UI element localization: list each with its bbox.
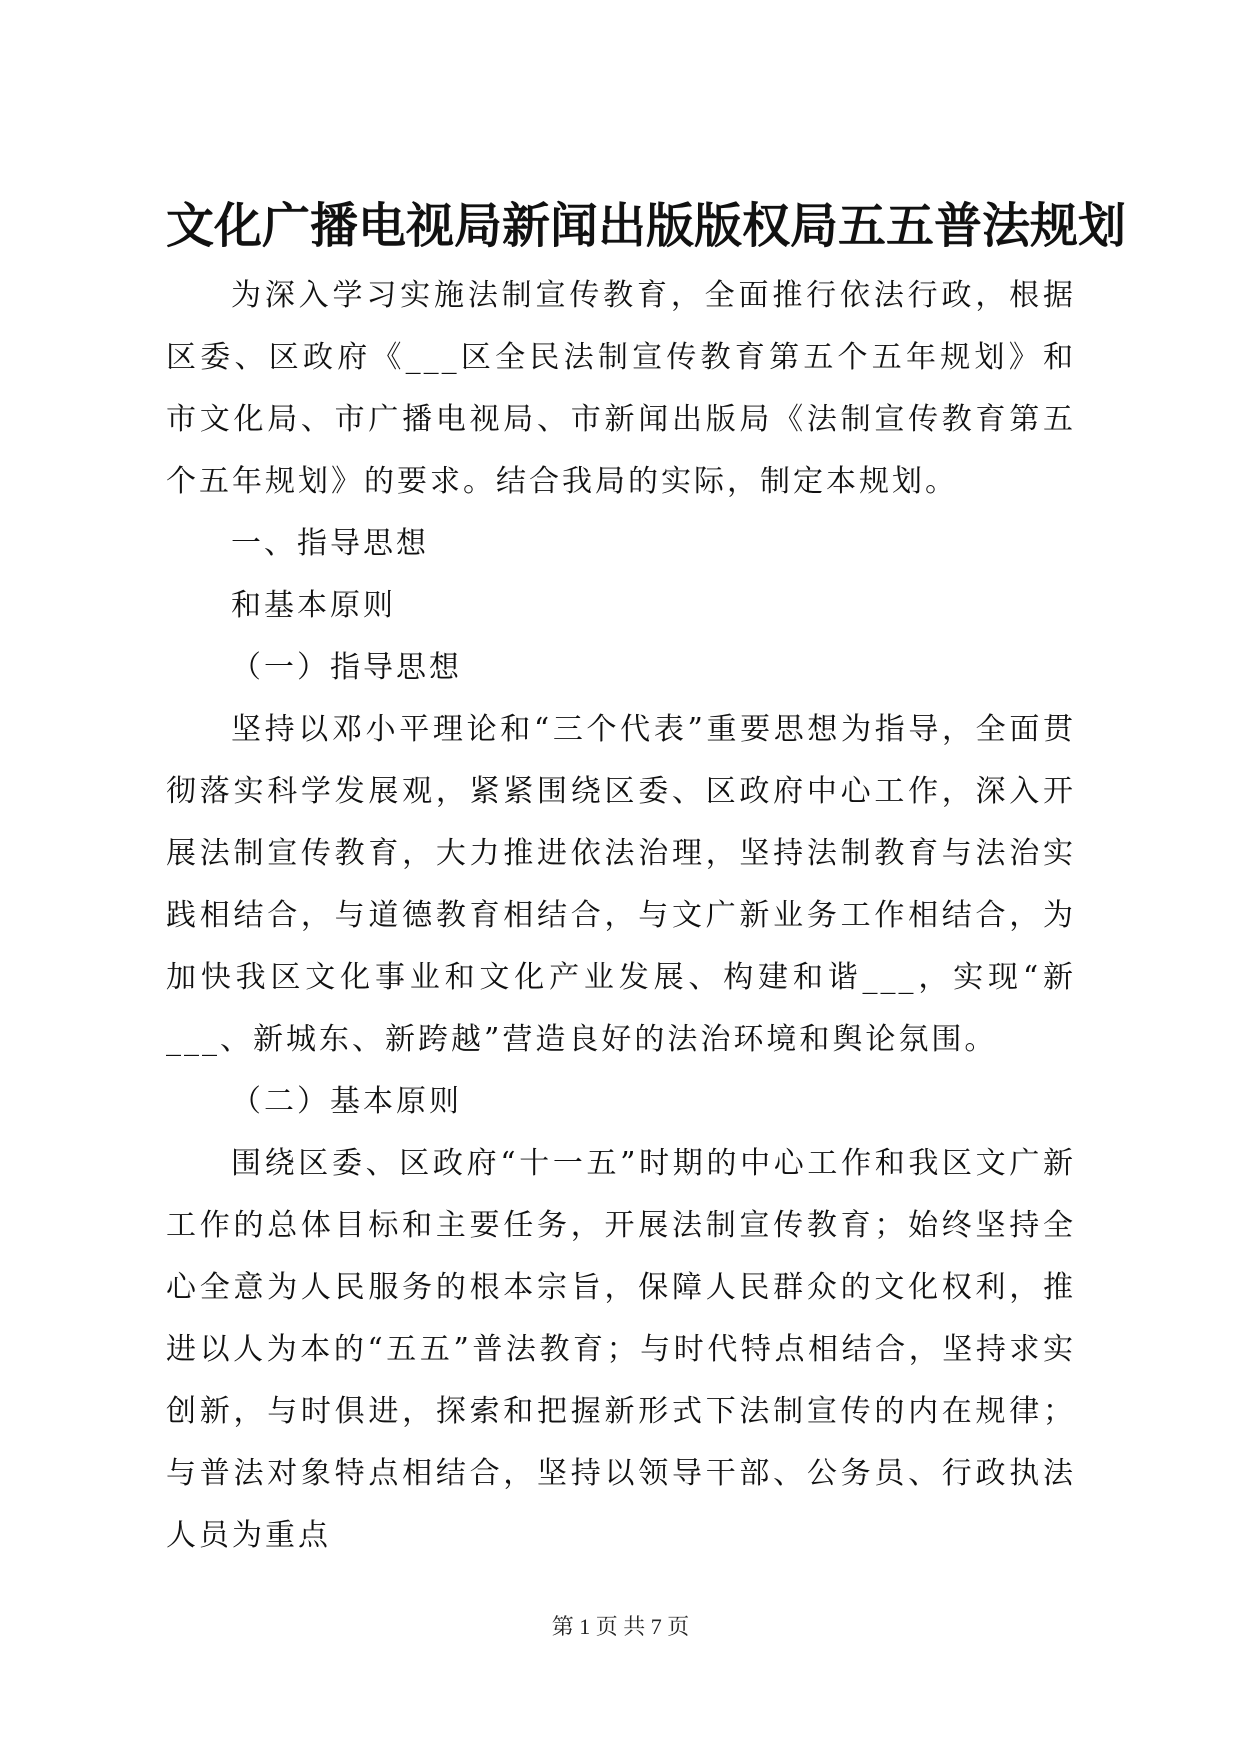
section-heading-1-cont: 和基本原则 bbox=[231, 588, 396, 623]
document-body bbox=[166, 265, 1076, 1567]
document-title: 文化广播电视局新闻出版版权局五五普法规划 bbox=[166, 198, 1127, 254]
page-footer: 第 1 页 共 7 页 bbox=[551, 1614, 690, 1639]
subsection-heading-guiding-thought: （一）指导思想 bbox=[231, 650, 462, 685]
paragraph-guiding-thought: 坚持以邓小平理论和“三个代表”重要思想为指导，全面贯彻落实科学发展观，紧紧围绕区委、区政府中心工作，深入开展法制宣传教育，大力推进依法治理，坚持法制教育与法治实践相结合，与道德教育相结合，与文广新业务工作相结合，为加快我区文化事业和文化产业发展、构建和谐___，实现“新___、新城东、新跨越”营造良好的法治环境和舆论氛围。 bbox=[166, 712, 1076, 1057]
subsection-heading-basic-principles: （二）基本原则 bbox=[231, 1084, 462, 1119]
section-heading-1: 一、指导思想 bbox=[231, 526, 429, 561]
paragraph-basic-principles: 围绕区委、区政府“十一五”时期的中心工作和我区文广新工作的总体目标和主要任务，开展法制宣传教育；始终坚持全心全意为人民服务的根本宗旨，保障人民群众的文化权利，推进以人为本的“五五”普法教育；与时代特点相结合，坚持求实创新，与时俱进，探索和把握新形式下法制宣传的内在规律；与普法对象特点相结合，坚持以领导干部、公务员、行政执法人员为重点 bbox=[166, 1146, 1076, 1553]
paragraph-intro: 为深入学习实施法制宣传教育，全面推行依法行政，根据区委、区政府《___区全民法制宣传教育第五个五年规划》和市文化局、市广播电视局、市新闻出版局《法制宣传教育第五个五年规划》的要求。结合我局的实际，制定本规划。 bbox=[166, 278, 1076, 499]
